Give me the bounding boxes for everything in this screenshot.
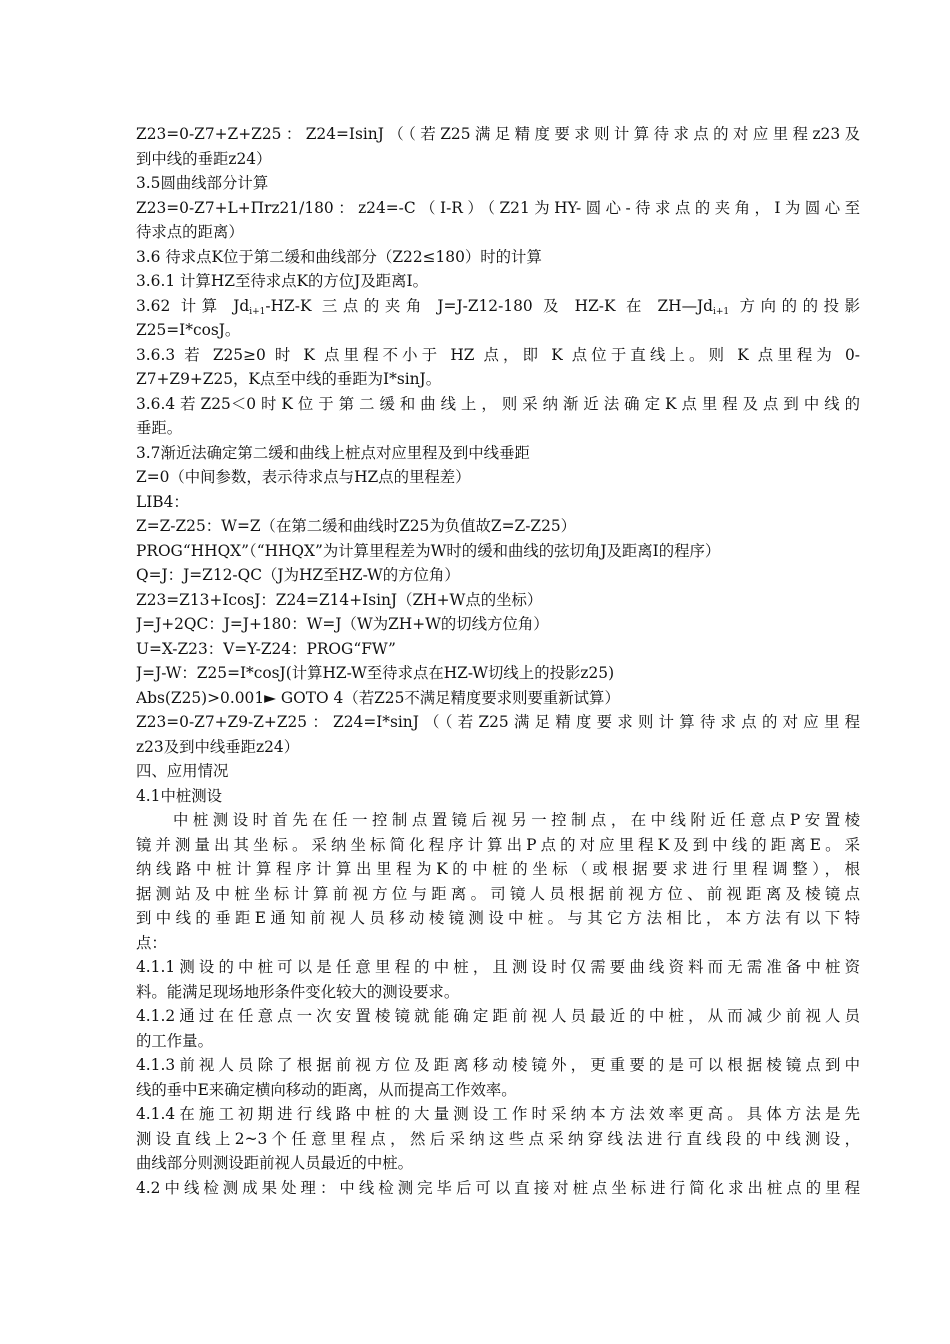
text-line: 4.2中线检测成果处理：中线检测完毕后可以直接对桩点坐标进行简化求出桩点的里程: [136, 1178, 860, 1197]
text-line: 曲线部分则测设距前视人员最近的中桩。: [136, 1154, 414, 1172]
text-line: [136, 294, 860, 319]
text-line: 测设直线上2~3个任意里程点，然后采纳这些点采纳穿线法进行直线段的中线测设，: [136, 1129, 860, 1148]
text-line: 料。能满足现场地形条件变化较大的测设要求。: [136, 982, 460, 1001]
text-line: 3.6.3 若 Z25≥0 时 K 点里程不小于 HZ 点，即 K 点位于直线上。则 K 点里程为 0-: [136, 345, 860, 364]
chapter-heading: 四、应用情况: [136, 762, 229, 780]
text-line: 4.1.3前视人员除了根据前视方位及距离移动棱镜外，更重要的是可以根据棱镜点到中: [136, 1056, 860, 1074]
text-line: 据测站及中桩坐标计算前视方位与距离。司镜人员根据前视方位、前视距离及棱镜点: [136, 884, 860, 903]
text-run: -HZ-K 三点的夹角 J=J-Z12-180 及 HZ-K 在 ZH—Jd: [265, 296, 713, 315]
document-body: [136, 122, 860, 1200]
text-line: 4.1.4在施工初期进行线路中桩的大量测设工作时采纳本方法效率更高。具体方法是先: [136, 1105, 860, 1123]
section-heading: 4.1中桩测设: [136, 786, 223, 805]
text-line: 待求点的距离）: [136, 223, 244, 241]
text-line: Z7+Z9+Z25，K点至中线的垂距为I*sinJ。: [136, 370, 442, 388]
text-line: 4.1.2通过在任意点一次安置棱镜就能确定距前视人员最近的中桩，从而减少前视人员: [136, 1007, 860, 1025]
text-line: z23及到中线垂距z24）: [136, 737, 300, 756]
text-line: Z23=0-Z7+L+Πrz21/180：z24=-C（I-R）（Z21为HY-圆心-待求点的夹角，I为圆心至: [136, 198, 860, 217]
text-line: Abs(Z25)>0.001► GOTO 4（若Z25不满足精度要求则要重新试算）: [136, 688, 620, 707]
subscript: i+1: [249, 306, 266, 317]
text-line: U=X-Z23：V=Y-Z24：PROG“FW”: [136, 639, 396, 658]
text-line: Z=0（中间参数，表示待求点与HZ点的里程差）: [136, 468, 471, 486]
text-line: Z23=0-Z7+Z9-Z+Z25：Z24=I*sinJ（（若Z25满足精度要求则计算待求点的对应里程: [136, 713, 860, 731]
text-line: 3.6.1 计算HZ至待求点K的方位J及距离I。: [136, 272, 428, 290]
section-heading: 3.6 待求点K位于第二缓和曲线部分（Z22≤180）时的计算: [136, 247, 542, 266]
text-line: Z23=Z13+IcosJ：Z24=Z14+IsinJ（ZH+W点的坐标）: [136, 590, 543, 609]
paragraph-first-line: 中桩测设时首先在任一控制点置镜后视另一控制点，在中线附近任意点P安置棱: [173, 811, 860, 829]
subscript: i+1: [712, 306, 730, 317]
text-line: 纳线路中桩计算程序计算出里程为K的中桩的坐标（或根据要求进行里程调整），根: [136, 860, 860, 878]
text-line: 线的垂中E来确定横向移动的距离，从而提高工作效率。: [136, 1080, 517, 1099]
text-line: Q=J：J=Z12-QC（J为HZ至HZ-W的方位角）: [136, 566, 460, 584]
text-line: Z25=I*cosJ。: [136, 321, 241, 339]
section-heading: 3.5圆曲线部分计算: [136, 174, 269, 192]
text-line: LIB4：: [136, 492, 189, 511]
text-line: PROG“HHQX”（“HHQX”为计算里程差为W时的缓和曲线的弦切角J及距离I的程序）: [136, 541, 721, 560]
text-line: 到中线的垂距z24）: [136, 149, 272, 168]
text-line: 点：: [136, 933, 167, 952]
text-line: 垂距。: [136, 419, 183, 437]
text-line: 到中线的垂距E通知前视人员移动棱镜测设中桩。与其它方法相比，本方法有以下特: [136, 909, 860, 927]
text-line: 3.6.4若Z25＜0时K位于第二缓和曲线上，则采纳渐近法确定K点里程及点到中线的: [136, 394, 860, 413]
text-run: 3.62 计算 Jd: [136, 296, 250, 315]
text-line: Z=Z-Z25：W=Z（在第二缓和曲线时Z25为负值故Z=Z-Z25）: [136, 517, 577, 535]
section-heading: 3.7渐近法确定第二缓和曲线上桩点对应里程及到中线垂距: [136, 443, 530, 462]
text-line: 4.1.1测设的中桩可以是任意里程的中桩，且测设时仅需要曲线资料而无需准备中桩资: [136, 958, 860, 976]
text-line: J=J+2QC：J=J+180：W=J（W为ZH+W的切线方位角）: [136, 615, 549, 633]
text-line: Z23=0-Z7+Z+Z25：Z24=IsinJ（（若Z25满足精度要求则计算待求点的对应里程z23及: [136, 125, 860, 143]
text-line: J=J-W：Z25=I*cosJ(计算HZ-W至待求点在HZ-W切线上的投影z25): [136, 664, 615, 682]
text-line: 镜并测量出其坐标。采纳坐标简化程序计算出P点的对应里程K及到中线的距离E。采: [136, 835, 860, 854]
text-line: 的工作量。: [136, 1031, 213, 1050]
text-run: 方向的的投影: [729, 296, 860, 315]
